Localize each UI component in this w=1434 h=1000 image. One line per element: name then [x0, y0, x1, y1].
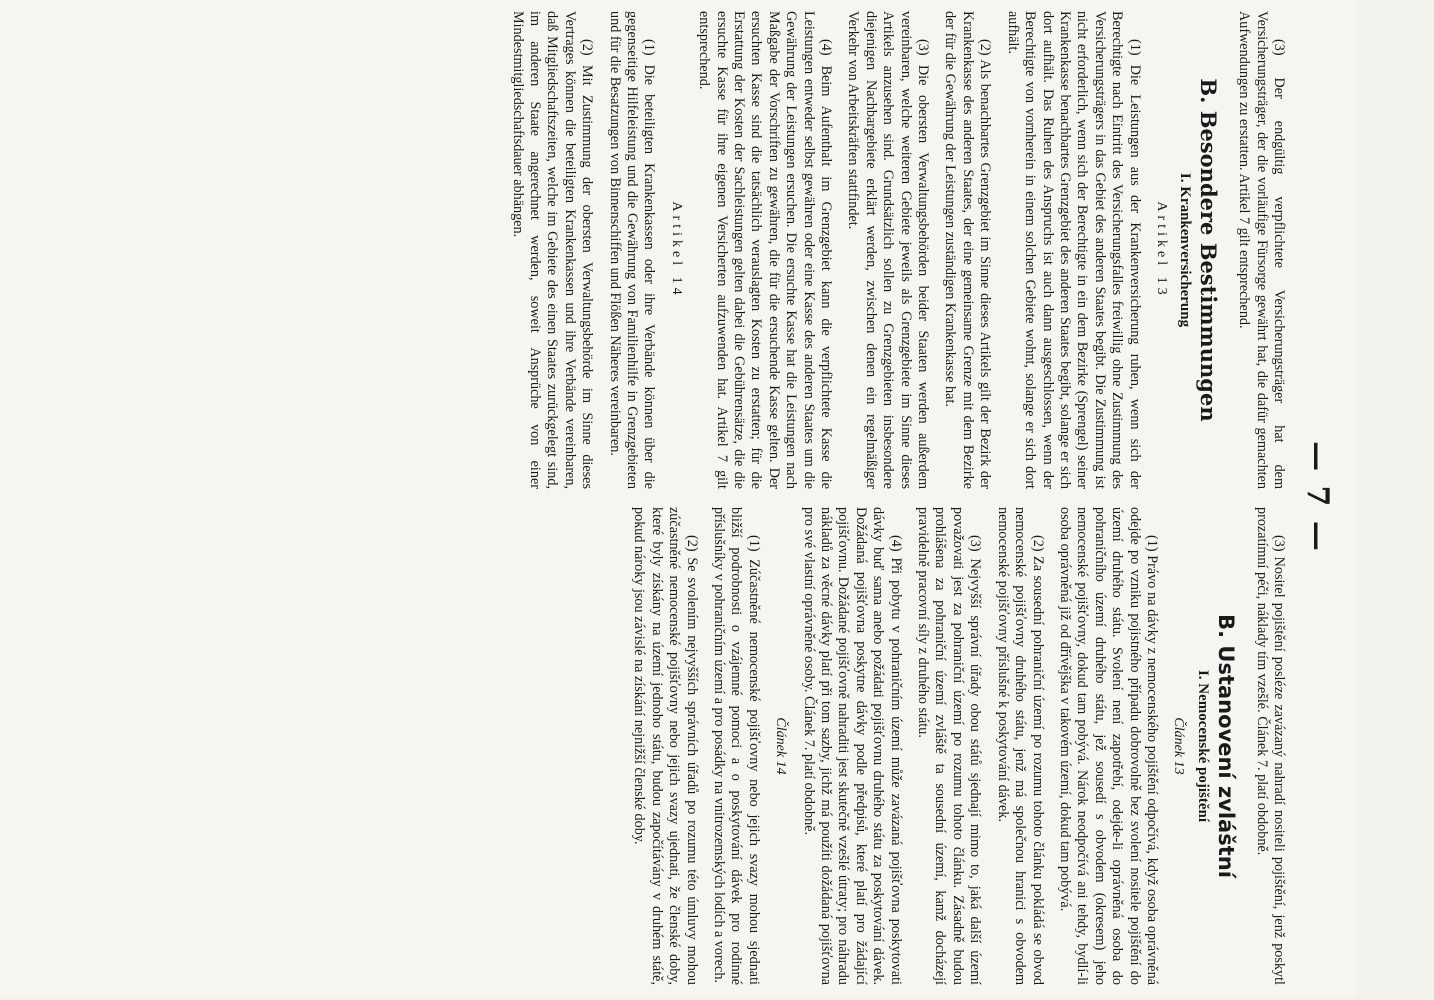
german-a14-paragraph-1: (1) Die beteiligten Krankenkassen oder ihre Verbände können über die gegenseitige Hilfeleistung und die Gewährung von Familienhilfe in Grenzgebieten und für die Besatzungen von Binnenschiffen und Flößen Näheres vereinbaren. [606, 11, 658, 489]
german-article-14-title: Artikel 14 [668, 201, 684, 299]
german-article-13-title: Artikel 13 [1153, 201, 1169, 299]
page-number: — 7 — [1300, 441, 1335, 553]
czech-a14-paragraph-2: (2) Se svolením nejvyšších správních úřadů po rozumu této úmluvy mohou zúčastněné nemocenské pojišťovny nebo jejich svazy ujednati, že členské doby, které byly získány na území jednoho státu, budou započítávány v druhém státě, pokud nároky jsou závislé na získání nejnižší členské doby. [631, 507, 700, 985]
czech-intro-paragraph: (3) Nositel pojištění posléze zavázaný nahradí nositeli pojištění, jenž poskytl prozatímní péči, náklady tím vzešlé. Článek 7. platí obdobně. [1253, 507, 1287, 985]
czech-article-13-title: Článek 13 [1171, 717, 1187, 775]
german-a13-paragraph-4: (4) Beim Aufenthalt im Grenzgebiet kann die verpflichtete Kasse die Leistungen entweder selbst gewähren oder eine Kasse des anderen Staates um die Gewährung der Leistungen ersuchen. Die ersuchte Kasse hat die Leistungen nach Maßgabe der Vorschriften zu gewähren, die für die ersuchende Kasse gelten. Der ersuchten Kasse sind die tatsächlich verauslagten Kosten zu erstatten; für die Erstattung der Kosten der Sachleistungen gelten dabei die Gebührensätze, die die ersuchte Kasse für ihre eigenen Versicherten aufzuwenden hat. Artikel 7 gilt entsprechend. [696, 11, 835, 489]
german-a13-paragraph-3: (3) Die obersten Verwaltungsbehörden beider Staaten werden außerdem vereinbaren, welche weiteren Gebiete jeweils als Grenzgebiete im Sinne dieses Artikels anzusehen sind. Grundsätzlich sollen zu Grenzgebieten insbesondere diejenigen Nachbargebiete erklärt werden, zwischen denen ein regelmäßiger Verkehr von Arbeitskräften stattfindet. [845, 11, 932, 489]
czech-a13-paragraph-3: (3) Nejvyšší správní úřady obou států sjednají mimo to, jaká další území považovati jest za pohraniční území po rozumu tohoto článku. Zásadně budou prohlášena za pohraniční území zvláště ta sousední území, kamž docházejí pravidelně pracovní síly z druhého státu. [915, 507, 984, 985]
czech-column [620, 507, 1287, 985]
czech-a13-paragraph-2: (2) Za sousední pohraniční území po rozumu tohoto článku pokládá se obvod nemocenské pojišťovny druhého státu, jenž má společnou hranici s obvodem nemocenské pojišťovny příslušné k poskytování dávek. [994, 507, 1046, 985]
german-section-title: B. Besondere Bestimmungen [1195, 78, 1221, 422]
german-a13-paragraph-1: (1) Die Leistungen aus der Krankenversicherung ruhen, wenn sich der Berechtigte nach Eintritt des Versicherungsfalles freiwillig ohne Zustimmung des Versicherungsträgers in das Gebiet des anderen Staates begibt. Die Zustimmung ist nicht erforderlich, wenn sich der Berechtigte in ein dem Bezirke (Sprengel) seiner Krankenkasse benachbartes Grenzgebiet des anderen Staates begibt, solange er sich dort aufhält. Das Ruhen des Anspruchs ist auch dann ausgeschlossen, wenn der Berechtigte von vornherein in einem solchen Gebiete wohnt, solange er sich dort aufhält. [1004, 11, 1143, 489]
german-intro-paragraph: (3) Der endgültig verpflichtete Versicherungsträger hat dem Versicherungsträger, der die vorläufige Fürsorge gewährt hat, die dafür gemachten Aufwendungen zu erstatten. Artikel 7 gilt entsprechend. [1236, 11, 1287, 489]
czech-a13-paragraph-4: (4) Při pobytu v pohraničním území může zavázaná pojišťovna poskytovati dávky buď sama anebo požádati pojišťovnu druhého státu za poskytování dávek. Dožádaná pojišťovna poskytne dávky podle předpisů, které platí pro žádající pojišťovnu. Dožádané pojišťovně nahraditi jest skutečně vzešlé útraty; pro náhradu nákladů za věcné dávky platí při tom sazby, jichž má použíti dožádaná pojišťovna pro své vlastní oprávněné osoby. Článek 7. platí obdobně. [800, 507, 904, 985]
czech-article-14-title: Článek 14 [773, 717, 789, 775]
german-subsection-title: I. Krankenversicherung [1177, 172, 1194, 328]
german-a13-paragraph-2: (2) Als benachbartes Grenzgebiet im Sinne dieses Artikels gilt der Bezirk der Krankenkasse des anderen Staates, der eine gemeinsame Grenze mit dem Bezirke der für die Gewährung der Leistungen zuständigen Krankenkasse hat. [942, 11, 994, 489]
czech-section-title: B. Ustanovení zvláštní [1214, 614, 1239, 878]
german-column [498, 11, 1287, 489]
german-a14-paragraph-2: (2) Mit Zustimmung der obersten Verwaltungsbehörde im Sinne dieses Vertrages können die beteiligten Krankenkassen und ihre Verbände vereinbaren, daß Mitgliedschaftszeiten, welche im Gebiete des einen Staates zurückgelegt sind, im anderen Staate angerechnet werden, soweit Ansprüche von einer Mindestmitgliedschaftsdauer abhängen. [509, 11, 596, 489]
czech-a14-paragraph-1: (1) Zúčastněné nemocenské pojišťovny nebo jejich svazy mohou sjednati bližší podrobnosti o vzájemné pomoci a o poskytování dávek pro rodinné příslušníky v pohraničním území a pro posádky na vnitrozemských lodích a vorech. [711, 507, 762, 985]
czech-a13-paragraph-1: (1) Právo na dávky z nemocenského pojištění odpočívá, když osoba oprávněná odejde po vzniku pojistného případu dobrovolně bez svolení nositele pojištění do území druhého státu. Svolení není zapotřebí, odejde-li oprávněná osoba do pohraničního území druhého státu, jež sousedí s obvodem (okresem) jeho nemocenské pojišťovny, dokud tam pobývá. Nárok neodpočívá ani tehdy, bydlí-li osoba oprávněná již od dřívějška v takovém území, dokud tam pobývá. [1056, 507, 1160, 985]
czech-subsection-title: I. Nemocenské pojištění [1194, 669, 1211, 823]
